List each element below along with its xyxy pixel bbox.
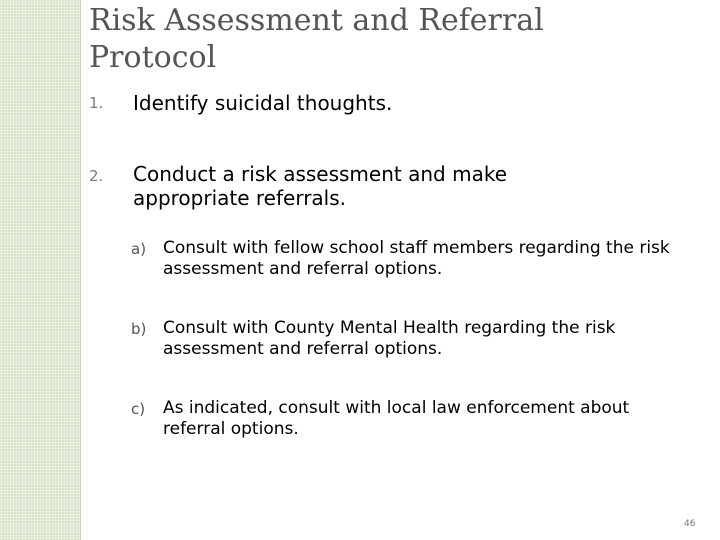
side-strip-border [80, 0, 81, 540]
list-item-1: Identify suicidal thoughts. [133, 91, 393, 115]
sub-marker-a: a) [131, 240, 147, 258]
list-marker-2: 2. [89, 167, 104, 185]
decorative-side-strip [0, 0, 80, 540]
list-item-2: Conduct a risk assessment and make appropriate referrals. [133, 162, 507, 210]
sub-marker-c: c) [131, 400, 146, 418]
slide-title: Risk Assessment and Referral Protocol [89, 3, 544, 75]
sub-item-c: As indicated, consult with local law enforcement about referral options. [163, 398, 630, 439]
sub-item-a: Consult with fellow school staff members regarding the risk assessment and referral options. [163, 238, 670, 279]
sub-item-b: Consult with County Mental Health regarding the risk assessment and referral options. [163, 318, 616, 359]
list-marker-1: 1. [89, 94, 104, 112]
page-number: 46 [684, 519, 696, 529]
sub-marker-b: b) [131, 320, 147, 338]
